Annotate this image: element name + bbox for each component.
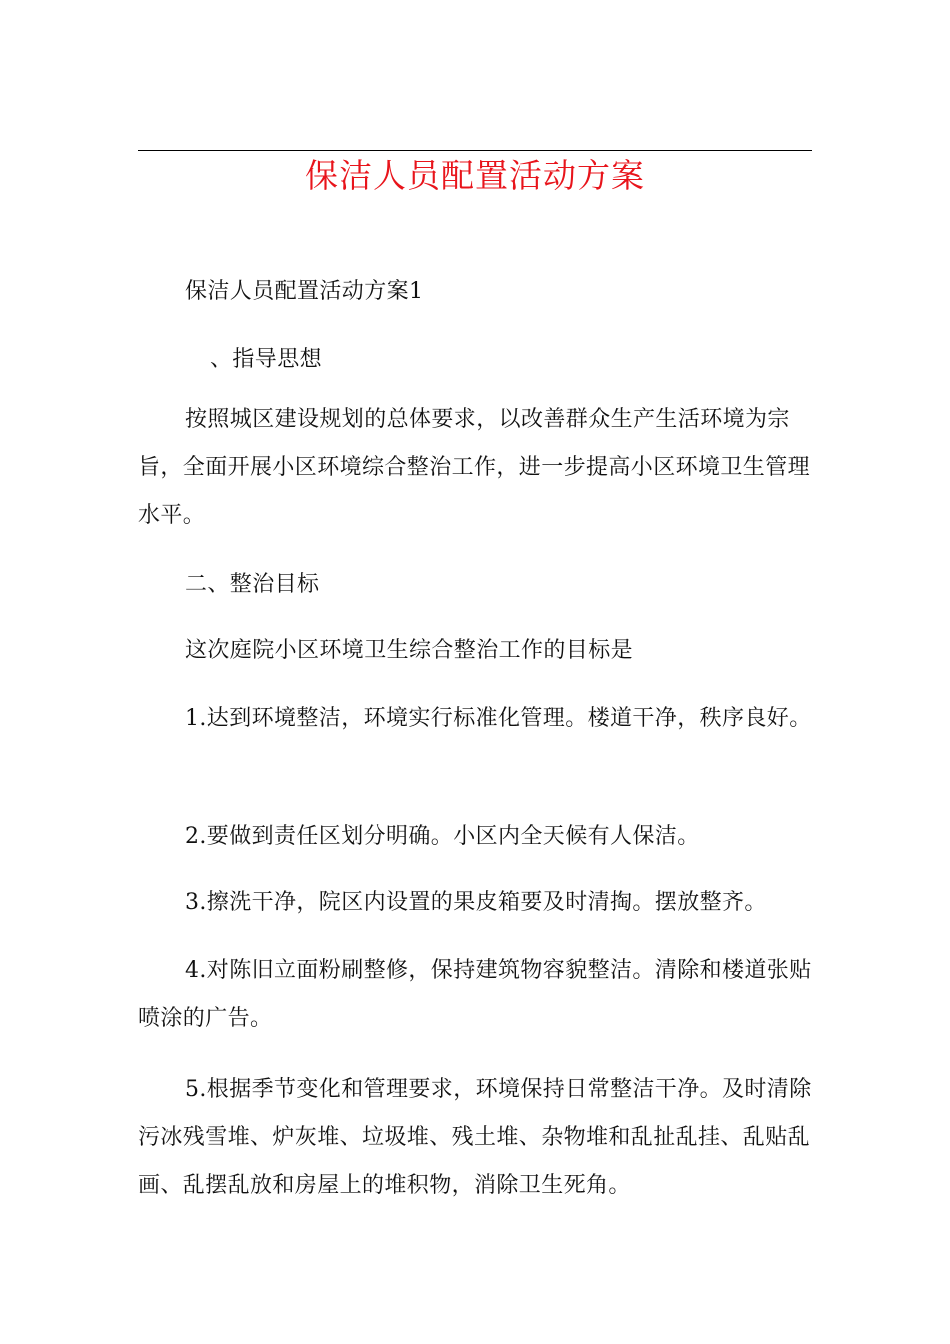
paragraph-guiding-text: 按照城区建设规划的总体要求，以改善群众生产生活环境为宗旨，全面开展小区环境综合整治工作，进一步提高小区环境卫生管理水平。 xyxy=(138,407,811,528)
goal-item-5: 5.根据季节变化和管理要求，环境保持日常整洁干净。及时清除污冰残雪堆、炉灰堆、垃圾堆、残土堆、杂物堆和乱扯乱挂、乱贴乱画、乱摆乱放和房屋上的堆积物，消除卫生死角。 xyxy=(138,1077,812,1198)
paragraph-goals-intro: 这次庭院小区环境卫生综合整治工作的目标是 xyxy=(185,638,634,663)
goal-item-4: 4.对陈旧立面粉刷整修，保持建筑物容貌整洁。清除和楼道张贴喷涂的广告。 xyxy=(138,958,812,1031)
goal-item-2: 2.要做到责任区划分明确。小区内全天候有人保洁。 xyxy=(185,824,700,849)
goal-item-1: 1.达到环境整洁，环境实行标准化管理。楼道干净，秩序良好。 xyxy=(185,706,812,731)
subheading-guiding-ideology: 、指导思想 xyxy=(210,347,323,372)
section-heading: 保洁人员配置活动方案1 xyxy=(185,279,424,304)
subheading-goals: 二、整治目标 xyxy=(185,572,320,597)
document-title: 保洁人员配置活动方案 xyxy=(305,156,645,195)
goal-item-3: 3.擦洗干净，院区内设置的果皮箱要及时清掏。摆放整齐。 xyxy=(185,890,767,915)
